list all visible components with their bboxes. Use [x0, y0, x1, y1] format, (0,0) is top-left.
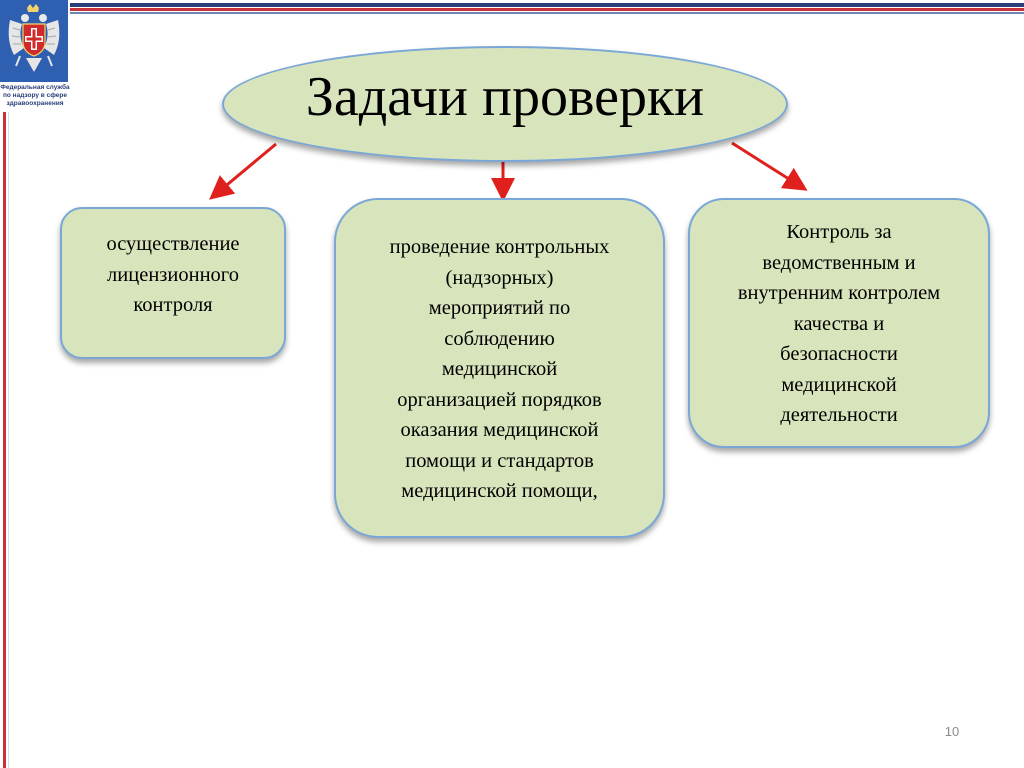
- box-text-line: соблюдению: [444, 327, 555, 350]
- box-text-line: проведение контрольных: [389, 236, 610, 258]
- box-text-line: медицинской: [781, 373, 897, 396]
- task-box-inspections: [334, 198, 665, 538]
- box-text-line: лицензионного: [107, 263, 239, 286]
- logo-caption-line: Федеральная служба: [0, 84, 70, 91]
- box-text-line: Контроль за: [786, 221, 892, 243]
- task-box-licensing: [60, 207, 286, 359]
- box-text-line: (надзорных): [445, 266, 554, 289]
- box-text-line: организацией порядков: [397, 388, 602, 411]
- arrow-left: [216, 144, 276, 194]
- box-text-line: медицинской помощи,: [401, 480, 598, 502]
- box-text-line: деятельности: [780, 404, 898, 426]
- box-text-line: безопасности: [780, 343, 898, 365]
- box-text-line: контроля: [133, 294, 213, 316]
- box-text-line: качества и: [793, 312, 885, 335]
- slide-title: Задачи проверки: [305, 66, 705, 128]
- box-text-line: мероприятий по: [428, 297, 571, 319]
- title-ellipse: [222, 46, 788, 162]
- box-text-line: оказания медицинской: [400, 419, 599, 441]
- logo-caption-line: здравоохранения: [6, 100, 64, 107]
- box-text-line: ведомственным и: [762, 251, 916, 274]
- arrow-right: [732, 143, 800, 186]
- box-text-line: помощи и стандартов: [405, 449, 594, 472]
- page-number: 10: [944, 724, 960, 739]
- box-text-line: медицинской: [441, 358, 558, 380]
- task-box-quality-control: [688, 198, 990, 448]
- logo-caption-line: по надзору в сфере: [2, 92, 67, 99]
- box-text-line: осуществление: [106, 233, 240, 255]
- box-text-line: внутренним контролем: [737, 282, 941, 304]
